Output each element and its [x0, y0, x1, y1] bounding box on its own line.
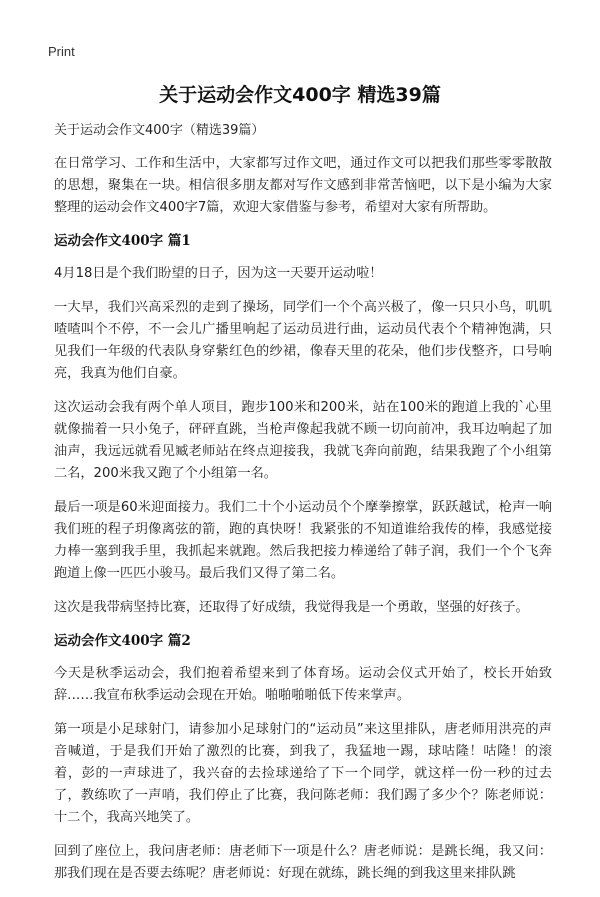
paragraph: 第一项是小足球射门，请参加小足球射门的“运动员”来这里排队，唐老师用洪亮的声音喊道，于是我们开始了激烈的比赛，到我了，我猛地一踢，球咕隆！咕隆！的滚着，彭的一声球进了，我兴奋的去捡球递给了下一个同学，就这样一份一秒的过去了，教练吹了一声哨，我们停止了比赛，我问陈老师：我们踢了多少个？陈老师说：十二个，我高兴地笑了。	[54, 722, 552, 825]
print-link[interactable]: Print	[48, 44, 75, 59]
section-heading: 运动会作文400字 篇1	[54, 233, 191, 249]
paragraph: 最后一项是60米迎面接力。我们二十个小运动员个个摩拳擦掌，跃跃越试，枪声一响我们班的程子玥像离弦的箭，跑的真快呀！我紧张的不知道谁给我传的棒，我感觉接力棒一塞到我手里，我抓起来就跑。然后我把接力棒递给了韩子润，我们一个个飞奔跑道上像一匹匹小骏马。最后我们又得了第二名。	[54, 500, 552, 581]
paragraph: 这次是我带病坚持比赛，还取得了好成绩，我觉得我是一个勇敢，坚强的好孩子。	[54, 600, 529, 615]
article-body	[54, 121, 552, 897]
paragraph: 这次运动会我有两个单人项目，跑步100米和200米，站在100米的跑道上我的`心里就像揣着一只小兔子，砰砰直跳，当枪声像起我就不顾一切向前冲，我耳边响起了加油声，我远远就看见臧老师站在终点迎接我，我就飞奔向前跑，结果我跑了个小组第二名，200米我又跑了个小组第一名。	[54, 400, 552, 481]
document-subtitle: 关于运动会作文400字（精选39篇）	[54, 123, 265, 138]
intro-paragraph: 在日常学习、工作和生活中，大家都写过作文吧，通过作文可以把我们那些零零散散的思想，聚集在一块。相信很多朋友都对写作文感到非常苦恼吧，以下是小编为大家整理的运动会作文400字7篇，欢迎大家借鉴与参考，希望对大家有所帮助。	[54, 156, 552, 215]
document-title: 关于运动会作文400字 精选39篇	[159, 84, 441, 106]
paragraph: 一大早，我们兴高采烈的走到了操场，同学们一个个高兴极了，像一只只小鸟，叽叽喳喳叫个不停，不一会儿广播里响起了运动员进行曲，运动员代表个个精神饱满，只见我们一年级的代表队身穿紫红色的纱裙，像春天里的花朵，他们步伐整齐，口号响亮，我真为他们自豪。	[54, 300, 552, 381]
paragraph: 今天是秋季运动会，我们抱着希望来到了体育场。运动会仪式开始了，校长开始致辞……我宣布秋季运动会现在开始。啪啪啪啪低下传来掌声。	[54, 666, 552, 703]
paragraph: 回到了座位上，我问唐老师：唐老师下一项是什么？唐老师说：是跳长绳，我又问：那我们现在是否要去练呢？唐老师说：好现在就练，跳长绳的到我这里来排队跳	[54, 844, 552, 881]
paragraph: 4月18日是个我们盼望的日子，因为这一天要开运动啦！	[54, 266, 383, 281]
section-heading: 运动会作文400字 篇2	[54, 633, 191, 649]
